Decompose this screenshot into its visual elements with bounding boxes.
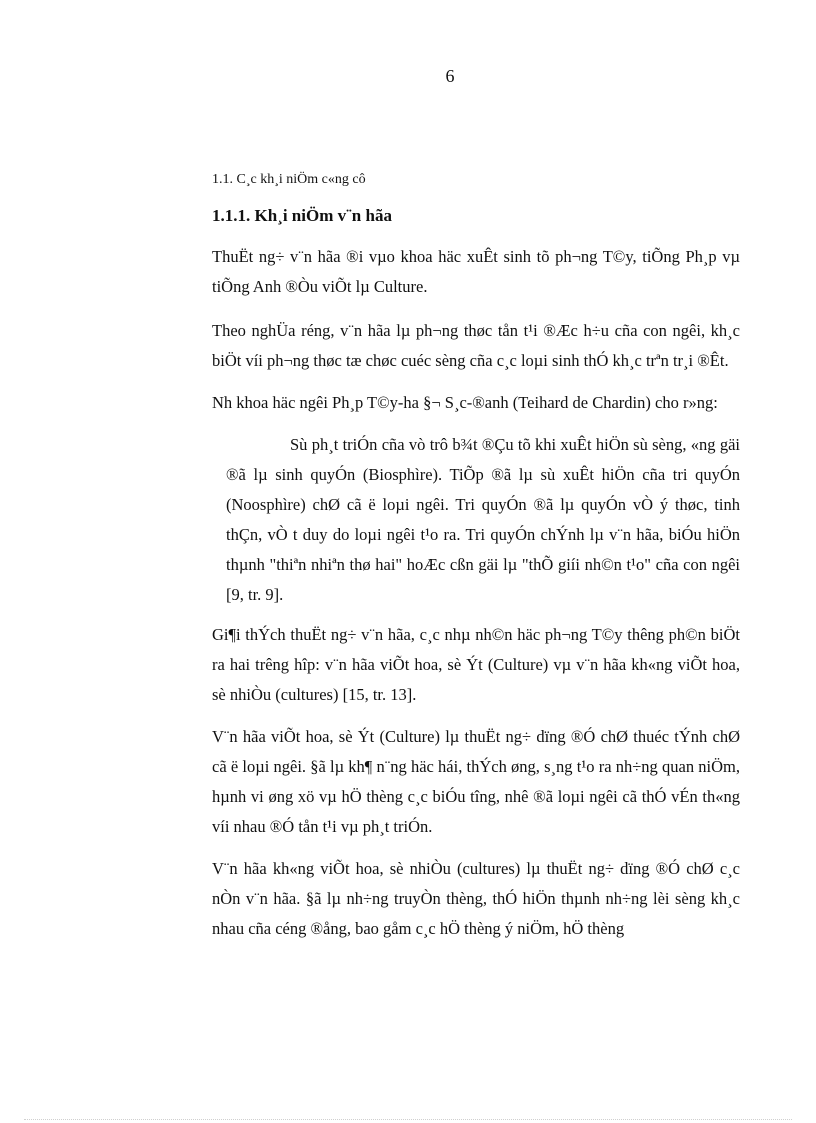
page-number: 6 <box>445 66 455 86</box>
paragraph-text: Theo nghÜa réng, v¨n hãa lµ ph¬ng thøc tån t¹i ®Æc h÷u cña con ngêi, kh¸c biÖt víi ph¬ng thøc tæ chøc cuéc sèng cña c¸c loµi sinh thÓ kh¸c trªn tr¸i ®Êt. <box>212 321 740 370</box>
paragraph-text: Gi¶i thÝch thuËt ng÷ v¨n hãa, c¸c nhµ nh©n häc ph¬ng T©y thêng ph©n biÖt ra hai trêng hîp: v¨n hãa viÕt hoa, sè Ýt (Culture) vµ v¨n hãa kh«ng viÕt hoa, sè nhiÒu (cultures) [15, tr. 13]. <box>212 625 740 704</box>
paragraph-text: Nh khoa häc ngêi Ph¸p T©y-ha §¬ S¸c-®anh (Teihard de Chardin) cho r»ng: <box>212 393 718 412</box>
paragraph <box>212 854 740 944</box>
paragraph <box>212 316 740 376</box>
subsection-title: 1.1.1. Kh¸i niÖm v¨n hãa <box>212 206 392 225</box>
document-body <box>212 172 740 956</box>
paragraph-text: ThuËt ng÷ v¨n hãa ®i vµo khoa häc xuÊt sinh tõ ph¬ng T©y, tiÕng Ph¸p vµ tiÕng Anh ®Òu viÕt lµ Culture. <box>212 247 740 296</box>
paragraph-text: V¨n hãa kh«ng viÕt hoa, sè nhiÒu (cultures) lµ thuËt ng÷ dïng ®Ó chØ c¸c nÒn v¨n hãa. §ã lµ nh÷ng truyÒn thèng, thÓ hiÖn thµnh nh÷ng lèi sèng kh¸c nhau cña céng ®ång, bao gåm c¸c hÖ thèng ý niÖm, hÖ thèng <box>212 859 740 938</box>
paragraph <box>212 722 740 842</box>
paragraph <box>212 620 740 710</box>
quote-text: Sù ph¸t triÓn cña vò trô b¾t ®Çu tõ khi xuÊt hiÖn sù sèng, «ng gäi ®ã lµ sinh quyÓn (Biosphìre). TiÕp ®ã lµ sù xuÊt hiÖn cña tri quyÓn (Noosphìre) chØ cã ë loµi ngêi. Tri quyÓn ®ã lµ quyÓn vÒ ý thøc, tinh thÇn, vÒ t duy do loµi ngêi t¹o ra. Tri quyÓn chÝnh lµ v¨n hãa, biÓu hiÖn thµnh "thiªn nhiªn thø hai" hoÆc cßn gäi lµ "thÕ giíi nh©n t¹o" cña con ngêi [9, tr. 9]. <box>226 435 740 604</box>
section-title: 1.1. C¸c kh¸i niÖm c«ng cô <box>212 172 366 187</box>
block-quote <box>226 430 740 610</box>
paragraph <box>212 388 740 418</box>
paragraph <box>212 242 740 302</box>
bottom-divider <box>24 1119 792 1120</box>
paragraph-text: V¨n hãa viÕt hoa, sè Ýt (Culture) lµ thuËt ng÷ dïng ®Ó chØ thuéc tÝnh chØ cã ë loµi ngêi. §ã lµ kh¶ n¨ng häc hái, thÝch øng, s¸ng t¹o ra nh÷ng quan niÖm, hµnh vi øng xö vµ hÖ thèng c¸c biÓu tîng, nhê ®ã loµi ngêi cã thÓ vÉn th«ng víi nhau ®Ó tån t¹i vµ ph¸t triÓn. <box>212 727 740 836</box>
